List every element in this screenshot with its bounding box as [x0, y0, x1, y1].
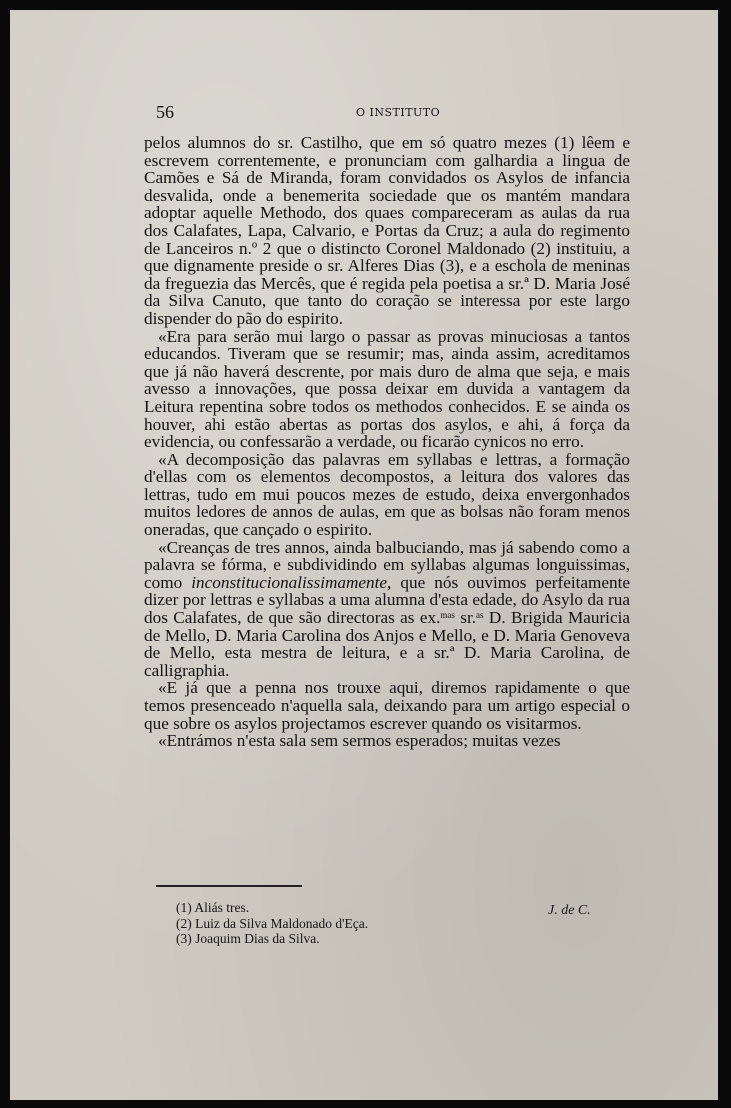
paragraph-4-text-c: sr.	[454, 608, 477, 628]
paragraph-1: pelos alumnos do sr. Castilho, que em só quatro mezes (1) lêem e escrevem correntemente, e pronunciam com galhardia a lingua de Camões e Sá de Miranda, foram convidados os Asylos de infancia desvalida, onde a benemerita sociedade que os mantém mandara adoptar aquelle Methodo, dos quaes compareceram as aulas da rua dos Calafates, Lapa, Calvario, e Portas da Cruz; a aula do regimento de Lanceiros n.º 2 que o distincto Coronel Maldonado (2) instituiu, a que dignamente preside o sr. Alferes Dias (3), e a eschola de meninas da freguezia das Mercês, que é regida pela poetisa a sr.ª D. Maria José da Silva Canuto, que tanto do coração se interessa por este largo dispender do pão do espirito.	[144, 133, 630, 328]
paragraph-3: «A decomposição das palavras em syllabas e lettras, a formação d'ellas com os elementos decompostos, a leitura dos valores das lettras, tudo em mui poucos mezes de estudo, deixa envergonhados muitos ledores de annos de aulas, em que as bolsas não foram menos oneradas, que cançado o espirito.	[144, 449, 630, 540]
page-number: 56	[156, 102, 174, 122]
paragraph-4-text-b: , que nós ouvimos perfeitamente dizer por lettras e syllabas a uma alumna d'esta edade, do Asylo da rua dos Calafates, de que são directoras as ex.	[144, 572, 631, 628]
superscript-mas: mas	[440, 610, 455, 621]
footnote-3: (3) Joaquim Dias da Silva.	[176, 931, 320, 946]
paragraph-5: «E já que a penna nos trouxe aqui, diremos rapidamente o que temos presenceado n'aquella sala, deixando para um artigo especial o que sobre os asylos projectamos escrever quando os visitarmos.	[144, 678, 630, 733]
superscript-as: as	[476, 610, 484, 621]
page-header	[156, 102, 656, 126]
footnote-rule	[156, 885, 302, 887]
paragraph-6: «Entrámos n'esta sala sem sermos esperados; muitas vezes	[158, 731, 561, 751]
running-title: O INSTITUTO	[356, 106, 441, 119]
body-text	[144, 134, 630, 750]
footnotes	[176, 900, 606, 947]
paragraph-4	[144, 539, 630, 680]
paragraph-2: «Era para serão mui largo o passar as provas minuciosas a tantos educandos. Tiveram que se resumir; mas, ainda assim, acreditamos que já não haverá descrente, por mais duro de alma que seja, e mais avesso a innovações, que possa deixar em duvida a vantagem da Leitura repentina sobre todos os methodos conhecidos. E se ainda os houver, ahi estão abertas as portas dos asylos, e ahi, á força da evidencia, ou confessarão a verdade, ou ficarão cynicos no erro.	[144, 326, 630, 452]
footnote-1: (1) Aliás tres.	[176, 900, 250, 915]
footnote-2: (2) Luiz da Silva Maldonado d'Eça.	[176, 915, 369, 931]
paragraph-4-text-a: «Creanças de tres annos, ainda balbuciando, mas já sabendo como a palavra se fórma, e subdividindo em syllabas algumas longuissimas, como	[144, 537, 630, 592]
italic-word: inconstitucionalissimamente	[191, 572, 388, 592]
signature: J. de C.	[548, 903, 591, 918]
paragraph-4-text-d: D. Brigida Mauricia de Mello, D. Maria Carolina dos Anjos e Mello, e D. Maria Genoveva de Mello, esta mestra de leitura, e a sr.ª D. Maria Carolina, de calligraphia.	[144, 608, 630, 680]
